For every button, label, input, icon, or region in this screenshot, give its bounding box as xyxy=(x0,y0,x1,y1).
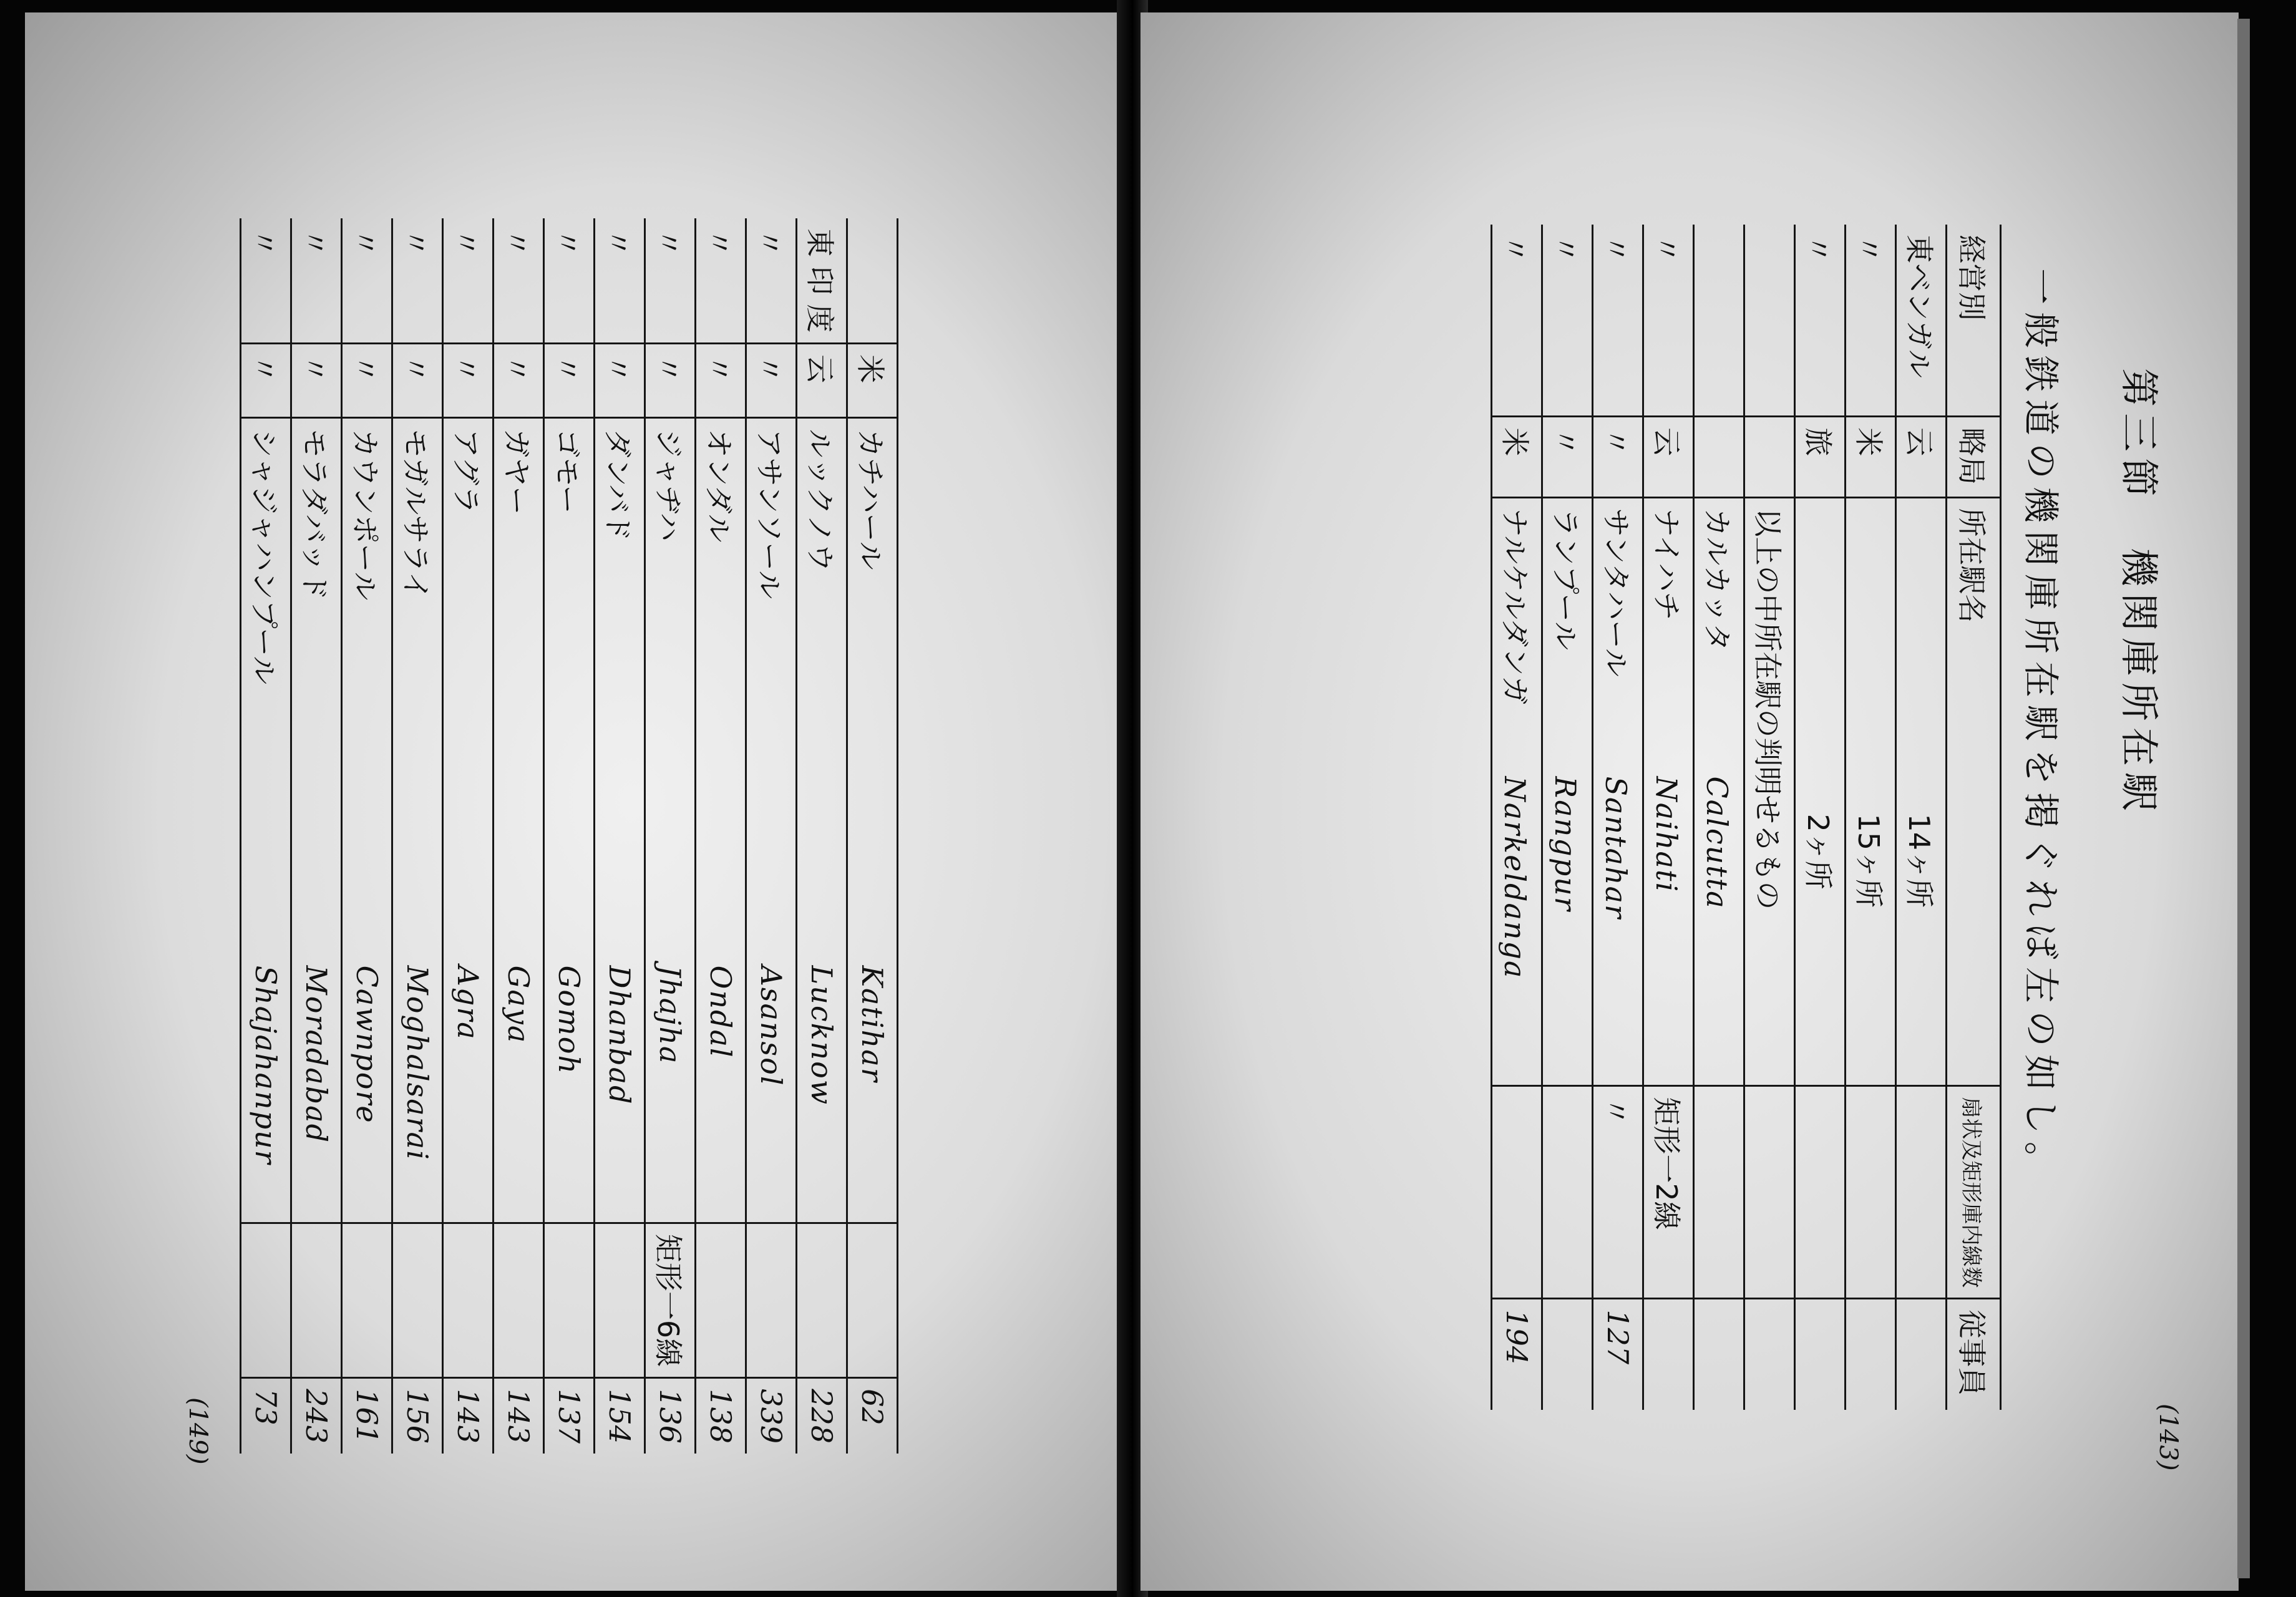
note-cell: 〃 xyxy=(1593,1086,1643,1299)
region-cell xyxy=(1744,225,1795,417)
station-cell: オンダル xyxy=(696,418,746,956)
note-cell: 矩形一6線 xyxy=(645,1223,696,1377)
station-cell xyxy=(1492,497,1542,1086)
left-page-content xyxy=(25,12,1129,1591)
table-row xyxy=(746,218,797,1454)
station-kana: 以上の中所在駅の判明せるもの xyxy=(1751,508,1784,910)
station-cell: モガルサライ xyxy=(392,418,443,956)
workers-cell: 154 xyxy=(595,1378,645,1454)
station-cell xyxy=(1896,497,1947,1086)
station-kana: カルカッタ xyxy=(1700,508,1734,652)
region-cell: 〃 xyxy=(443,218,494,344)
table-row xyxy=(645,218,696,1454)
station-cell xyxy=(1643,497,1694,1086)
table-row xyxy=(494,218,544,1454)
intro-text: 一般鉄道の機関庫所在駅を掲ぐれば左の如し。 xyxy=(2020,268,2062,1186)
station-roman-cell: Ondal xyxy=(696,956,746,1223)
page-edge xyxy=(2237,19,2250,1578)
workers-cell: 339 xyxy=(746,1378,797,1454)
region-cell: 〃 xyxy=(1492,225,1542,417)
station-cell: ガヤー xyxy=(494,418,544,956)
bureau-cell: 〃 xyxy=(1542,417,1593,497)
workers-cell xyxy=(1744,1299,1795,1410)
station-cell xyxy=(1593,497,1643,1086)
table-row xyxy=(1694,225,1744,1410)
bureau-cell: 米 xyxy=(847,344,898,418)
bureau-cell: 云 xyxy=(797,344,847,418)
note-cell xyxy=(1846,1086,1896,1299)
note-cell xyxy=(1694,1086,1744,1299)
region-cell: 〃 xyxy=(1593,225,1643,417)
station-roman-cell: Jhajha xyxy=(645,956,696,1223)
table-row xyxy=(342,218,392,1454)
workers-cell: 127 xyxy=(1593,1299,1643,1410)
station-kana: ナルケルダンガ xyxy=(1498,508,1532,705)
workers-cell xyxy=(1896,1299,1947,1410)
note-cell xyxy=(392,1223,443,1377)
station-cell: ゴモー xyxy=(544,418,595,956)
station-roman-cell: Gaya xyxy=(494,956,544,1223)
bureau-cell: 〃 xyxy=(645,344,696,418)
header-workers: 従事員 xyxy=(1947,1299,2001,1410)
count-text: 15ヶ所 xyxy=(1852,813,1885,908)
table-row xyxy=(1744,225,1795,1410)
right-page xyxy=(1141,12,2239,1591)
workers-cell: 73 xyxy=(241,1378,291,1454)
table-row xyxy=(1492,225,1542,1410)
header-facility: 扇状及矩形庫内線数 xyxy=(1947,1086,2001,1299)
table-row xyxy=(1593,225,1643,1410)
table-row xyxy=(392,218,443,1454)
workers-cell xyxy=(1542,1299,1593,1410)
note-cell xyxy=(1542,1086,1593,1299)
table-row xyxy=(1896,225,1947,1410)
bureau-cell xyxy=(1744,417,1795,497)
note-cell xyxy=(291,1223,342,1377)
workers-cell xyxy=(1694,1299,1744,1410)
table-row xyxy=(1643,225,1694,1410)
bureau-cell: 〃 xyxy=(595,344,645,418)
header-station: 所在駅名 xyxy=(1947,497,2001,1086)
table-row xyxy=(1846,225,1896,1410)
station-roman-cell: Moghalsarai xyxy=(392,956,443,1223)
region-cell: 〃 xyxy=(1542,225,1593,417)
station-kana: ナイハチ xyxy=(1650,508,1683,621)
note-cell xyxy=(746,1223,797,1377)
region-cell: 東ベンガル xyxy=(1896,225,1947,417)
bureau-cell: 〃 xyxy=(544,344,595,418)
workers-cell: 156 xyxy=(392,1378,443,1454)
station-roman-cell: Lucknow xyxy=(797,956,847,1223)
table-row xyxy=(544,218,595,1454)
note-cell xyxy=(544,1223,595,1377)
workers-cell xyxy=(1795,1299,1846,1410)
table-row xyxy=(291,218,342,1454)
workers-cell: 243 xyxy=(291,1378,342,1454)
station-cell: シャジャハンプール xyxy=(241,418,291,956)
station-cell: モラダバッド xyxy=(291,418,342,956)
table-row xyxy=(443,218,494,1454)
region-cell: 〃 xyxy=(1846,225,1896,417)
table-row xyxy=(847,218,898,1454)
note-cell xyxy=(1795,1086,1846,1299)
note-cell xyxy=(696,1223,746,1377)
station-roman-cell: Moradabad xyxy=(291,956,342,1223)
bureau-cell: 〃 xyxy=(696,344,746,418)
station-cell: ジャヂハ xyxy=(645,418,696,956)
region-cell: 〃 xyxy=(645,218,696,344)
station-kana: ランプール xyxy=(1549,508,1582,651)
note-cell xyxy=(847,1223,898,1377)
bureau-cell: 云 xyxy=(1896,417,1947,497)
region-cell: 〃 xyxy=(241,218,291,344)
station-cell xyxy=(1694,497,1744,1086)
station-roman: Naihati xyxy=(1650,776,1683,893)
bureau-cell: 云 xyxy=(1643,417,1694,497)
station-cell xyxy=(1744,497,1795,1086)
table-row xyxy=(696,218,746,1454)
bureau-cell: 旅 xyxy=(1795,417,1846,497)
table-row xyxy=(797,218,847,1454)
note-cell xyxy=(1896,1086,1947,1299)
workers-cell: 143 xyxy=(443,1378,494,1454)
region-cell xyxy=(847,218,898,344)
section-title: 第三節 機関庫所在駅 xyxy=(2116,368,2162,818)
workers-cell xyxy=(1643,1299,1694,1410)
region-cell: 〃 xyxy=(342,218,392,344)
station-roman: Calcutta xyxy=(1700,776,1734,910)
note-cell xyxy=(797,1223,847,1377)
region-cell: 〃 xyxy=(595,218,645,344)
station-roman: Rangpur xyxy=(1549,776,1582,912)
region-cell: 〃 xyxy=(291,218,342,344)
workers-cell: 136 xyxy=(645,1378,696,1454)
bureau-cell: 米 xyxy=(1492,417,1542,497)
table-row xyxy=(241,218,291,1454)
station-cell: アグラ xyxy=(443,418,494,956)
workers-cell: 62 xyxy=(847,1378,898,1454)
workers-cell: 138 xyxy=(696,1378,746,1454)
left-station-table xyxy=(240,218,898,1454)
note-cell: 矩形一2線 xyxy=(1643,1086,1694,1299)
station-roman-cell: Gomoh xyxy=(544,956,595,1223)
bureau-cell: 〃 xyxy=(291,344,342,418)
region-cell: 〃 xyxy=(392,218,443,344)
station-roman-cell: Katihar xyxy=(847,956,898,1223)
bureau-cell xyxy=(1694,417,1744,497)
bureau-cell: 〃 xyxy=(1593,417,1643,497)
bureau-cell: 〃 xyxy=(241,344,291,418)
note-cell xyxy=(494,1223,544,1377)
station-cell: カウンポール xyxy=(342,418,392,956)
table-row xyxy=(1795,225,1846,1410)
note-cell xyxy=(595,1223,645,1377)
station-cell: アサンソール xyxy=(746,418,797,956)
bureau-cell: 〃 xyxy=(443,344,494,418)
right-station-table xyxy=(1491,225,2002,1410)
left-page xyxy=(25,12,1129,1591)
workers-cell: 137 xyxy=(544,1378,595,1454)
region-cell: 〃 xyxy=(1643,225,1694,417)
region-cell: 〃 xyxy=(696,218,746,344)
workers-cell: 161 xyxy=(342,1378,392,1454)
region-cell: 〃 xyxy=(1795,225,1846,417)
right-page-number: (143) xyxy=(2154,1404,2182,1471)
region-cell: 〃 xyxy=(494,218,544,344)
left-page-number: (149) xyxy=(183,1397,212,1465)
station-roman: Narkeldanga xyxy=(1498,776,1532,979)
region-cell: 東 印 度 xyxy=(797,218,847,344)
station-kana: サンタハール xyxy=(1599,508,1633,677)
station-cell xyxy=(1795,497,1846,1086)
workers-cell: 228 xyxy=(797,1378,847,1454)
bureau-cell: 〃 xyxy=(746,344,797,418)
header-region: 経営別 xyxy=(1947,225,2001,417)
note-cell xyxy=(1744,1086,1795,1299)
region-cell xyxy=(1694,225,1744,417)
station-roman: Santahar xyxy=(1599,776,1633,920)
station-roman-cell: Cawnpore xyxy=(342,956,392,1223)
note-cell xyxy=(1492,1086,1542,1299)
note-cell xyxy=(342,1223,392,1377)
region-cell: 〃 xyxy=(746,218,797,344)
station-roman-cell: Dhanbad xyxy=(595,956,645,1223)
station-cell xyxy=(1542,497,1593,1086)
region-cell: 〃 xyxy=(544,218,595,344)
note-cell xyxy=(241,1223,291,1377)
workers-cell: 143 xyxy=(494,1378,544,1454)
count-text: 2ヶ所 xyxy=(1801,813,1835,890)
workers-cell: 194 xyxy=(1492,1299,1542,1410)
bureau-cell: 〃 xyxy=(342,344,392,418)
table-header-row xyxy=(1947,225,2001,1410)
bureau-cell: 〃 xyxy=(494,344,544,418)
station-roman-cell: Asansol xyxy=(746,956,797,1223)
station-roman-cell: Agra xyxy=(443,956,494,1223)
station-cell: ダンバド xyxy=(595,418,645,956)
table-row xyxy=(1542,225,1593,1410)
count-text: 14ヶ所 xyxy=(1902,813,1936,908)
station-cell xyxy=(1846,497,1896,1086)
workers-cell xyxy=(1846,1299,1896,1410)
station-cell: ルックノウ xyxy=(797,418,847,956)
table-row xyxy=(595,218,645,1454)
station-roman-cell: Shajahanpur xyxy=(241,956,291,1223)
note-cell xyxy=(443,1223,494,1377)
bureau-cell: 米 xyxy=(1846,417,1896,497)
header-bureau: 略局 xyxy=(1947,417,2001,497)
bureau-cell: 〃 xyxy=(392,344,443,418)
station-cell: カチハール xyxy=(847,418,898,956)
right-page-content xyxy=(1141,12,2239,1591)
